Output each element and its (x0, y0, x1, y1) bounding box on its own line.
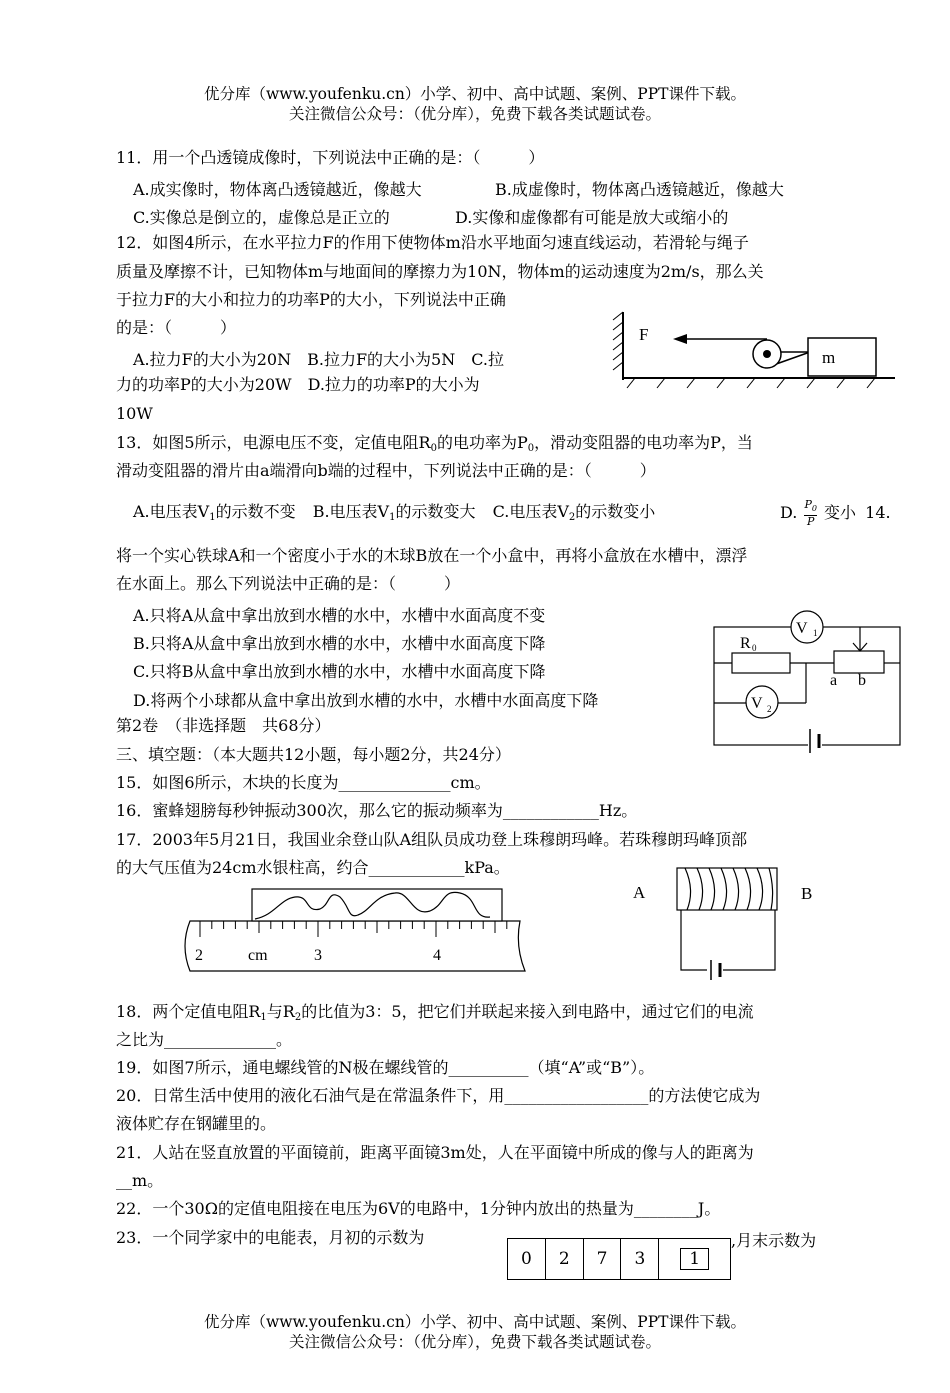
q18-line-1: 18．两个定值电阻$R_1$与$R_2$的比值为3：5，把它们并联起来接入到电路中，通过它们的电流 (116, 1002, 754, 1023)
q13-line-2: 滑动变阻器的滑片由a端滑向b端的过程中，下列说法中正确的是：（ ） (116, 461, 656, 480)
meter-digit: 2 (546, 1239, 584, 1279)
q11-stem: 11．用一个凸透镜成像时，下列说法中正确的是：（ ） (116, 148, 545, 167)
q12-line-2: 质量及摩擦不计，已知物体m与地面间的摩擦力为10N，物体m的运动速度为2m/s，那么关 (116, 262, 764, 281)
q11-option-a: A.成实像时，物体离凸透镜越近，像越大 (133, 180, 422, 199)
svg-text:V: V (751, 695, 763, 712)
q14-line-2: 在水面上。那么下列说法中正确的是：（ ） (116, 574, 461, 593)
q11-option-c: C.实像总是倒立的，虚像总是正立的 (133, 208, 390, 227)
figure-7-solenoid (625, 862, 825, 982)
meter-digit: 3 (621, 1239, 659, 1279)
header-line-1: 优分库（www.youfenku.cn）小学、初中、高中试题、案例、PPT课件下载。 (203, 85, 747, 103)
q12-line-1: 12．如图4所示，在水平拉力F的作用下使物体m沿水平地面匀速直线运动，若滑轮与绳子 (116, 233, 749, 252)
q14-line-1: 将一个实心铁球A和一个密度小于水的木球B放在一个小盒中，再将小盒放在水槽中，漂浮 (116, 546, 748, 565)
svg-text:b: b (858, 672, 866, 689)
figure-4-pulley (605, 310, 905, 390)
meter-decimal-digit: 1 (659, 1239, 730, 1279)
q12-line-3: 于拉力F的大小和拉力的功率P的大小，下列说法中正确 (116, 290, 506, 309)
q12-line-5: A.拉力F的大小为20N B.拉力F的大小为5N C.拉 (133, 350, 504, 369)
ruler-label-4: 4 (433, 947, 441, 964)
q16: 16．蜜蜂翅膀每秒钟振动300次，那么它的振动频率为____________Hz。 (116, 801, 638, 820)
fig4-label-F: F (639, 325, 649, 344)
q23-line-1: 23．一个同学家中的电能表，月初的示数为 (116, 1228, 425, 1247)
footer-line-1: 优分库（www.youfenku.cn）小学、初中、高中试题、案例、PPT课件下载。 (203, 1313, 747, 1331)
q11-option-d: D.实像和虚像都有可能是放大或缩小的 (455, 208, 729, 227)
q17-line-2: 的大气压值为24cm水银柱高，约合____________kPa。 (116, 858, 510, 877)
q13-line-1: 13．如图5所示，电源电压不变，定值电阻$R_0$的电功率为$P_0$，滑动变阻器的电功率为P，当 (116, 433, 753, 454)
solenoid-label-a: A (633, 883, 646, 902)
header-line-2: 关注微信公众号：（优分库），免费下载各类试题试卷。 (288, 105, 661, 123)
svg-text:0: 0 (752, 643, 757, 653)
energy-meter-reading (507, 1238, 731, 1280)
q18-line-2: 之比为______________。 (116, 1030, 293, 1049)
svg-text:2: 2 (767, 704, 772, 714)
meter-digit: 7 (584, 1239, 622, 1279)
figure-5-circuit (710, 605, 905, 755)
q14-option-a: A.只将A从盒中拿出放到水槽的水中，水槽中水面高度不变 (133, 606, 546, 625)
ruler-label-2: 2 (195, 947, 203, 964)
q14-option-b: B.只将A从盒中拿出放到水槽的水中，水槽中水面高度下降 (133, 634, 546, 653)
part-3-title: 三、填空题：（本大题共12小题，每小题2分，共24分） (116, 745, 511, 764)
q22: 22．一个30Ω的定值电阻接在电压为6V的电路中，1分钟内放出的热量为________J。 (116, 1199, 721, 1218)
svg-text:1: 1 (813, 628, 818, 638)
ruler-label-3: 3 (314, 947, 322, 964)
q12-line-6: 力的功率P的大小为20W D.拉力的功率P的大小为 (116, 375, 480, 394)
ruler-label-cm: cm (248, 947, 268, 964)
section-2-title: 第2卷 （非选择题 共68分） (116, 716, 331, 735)
q15: 15．如图6所示，木块的长度为______________cm。 (116, 773, 491, 792)
q12-line-7: 10W (116, 404, 153, 423)
solenoid-label-b: B (801, 884, 813, 903)
q23-tail: ,月末示数为 (731, 1231, 817, 1250)
q17-line-1: 17．2003年5月21日，我国业余登山队A组队员成功登上珠穆朗玛峰。若珠穆朗玛峰顶部 (116, 830, 748, 849)
q20-line-2: 液体贮存在钢罐里的。 (116, 1114, 277, 1133)
q20-line-1: 20．日常生活中使用的液化石油气是在常温条件下，用__________________的方法使它成为 (116, 1086, 761, 1105)
q12-line-4: 的是：（ ） (116, 318, 237, 337)
q14-option-c: C.只将B从盒中拿出放到水槽的水中，水槽中水面高度下降 (133, 662, 546, 681)
svg-text:a: a (830, 672, 838, 689)
q13-options: A.电压表$V_1$的示数不变 B.电压表$V_1$的示数变大 C.电压表$V_2$的示数变小 (133, 502, 656, 523)
q13-option-d: D. $\frac{P_0}{P}$ 变小 14. (780, 498, 891, 528)
q14-option-d: D.将两个小球都从盒中拿出放到水槽的水中，水槽中水面高度下降 (133, 691, 599, 710)
q21-line-1: 21．人站在竖直放置的平面镜前，距离平面镜3m处，人在平面镜中所成的像与人的距离为 (116, 1143, 754, 1162)
meter-digit: 0 (508, 1239, 546, 1279)
svg-text:V: V (796, 620, 808, 637)
svg-text:R: R (740, 635, 751, 652)
q11-option-b: B.成虚像时，物体离凸透镜越近，像越大 (495, 180, 784, 199)
q19: 19．如图7所示，通电螺线管的N极在螺线管的__________（填“A”或“B”）。 (116, 1058, 655, 1077)
fig4-label-m: m (822, 348, 836, 367)
footer-line-2: 关注微信公众号：（优分库），免费下载各类试题试卷。 (288, 1333, 661, 1351)
q21-line-2: __m。 (116, 1171, 164, 1190)
figure-6-ruler (180, 885, 530, 977)
